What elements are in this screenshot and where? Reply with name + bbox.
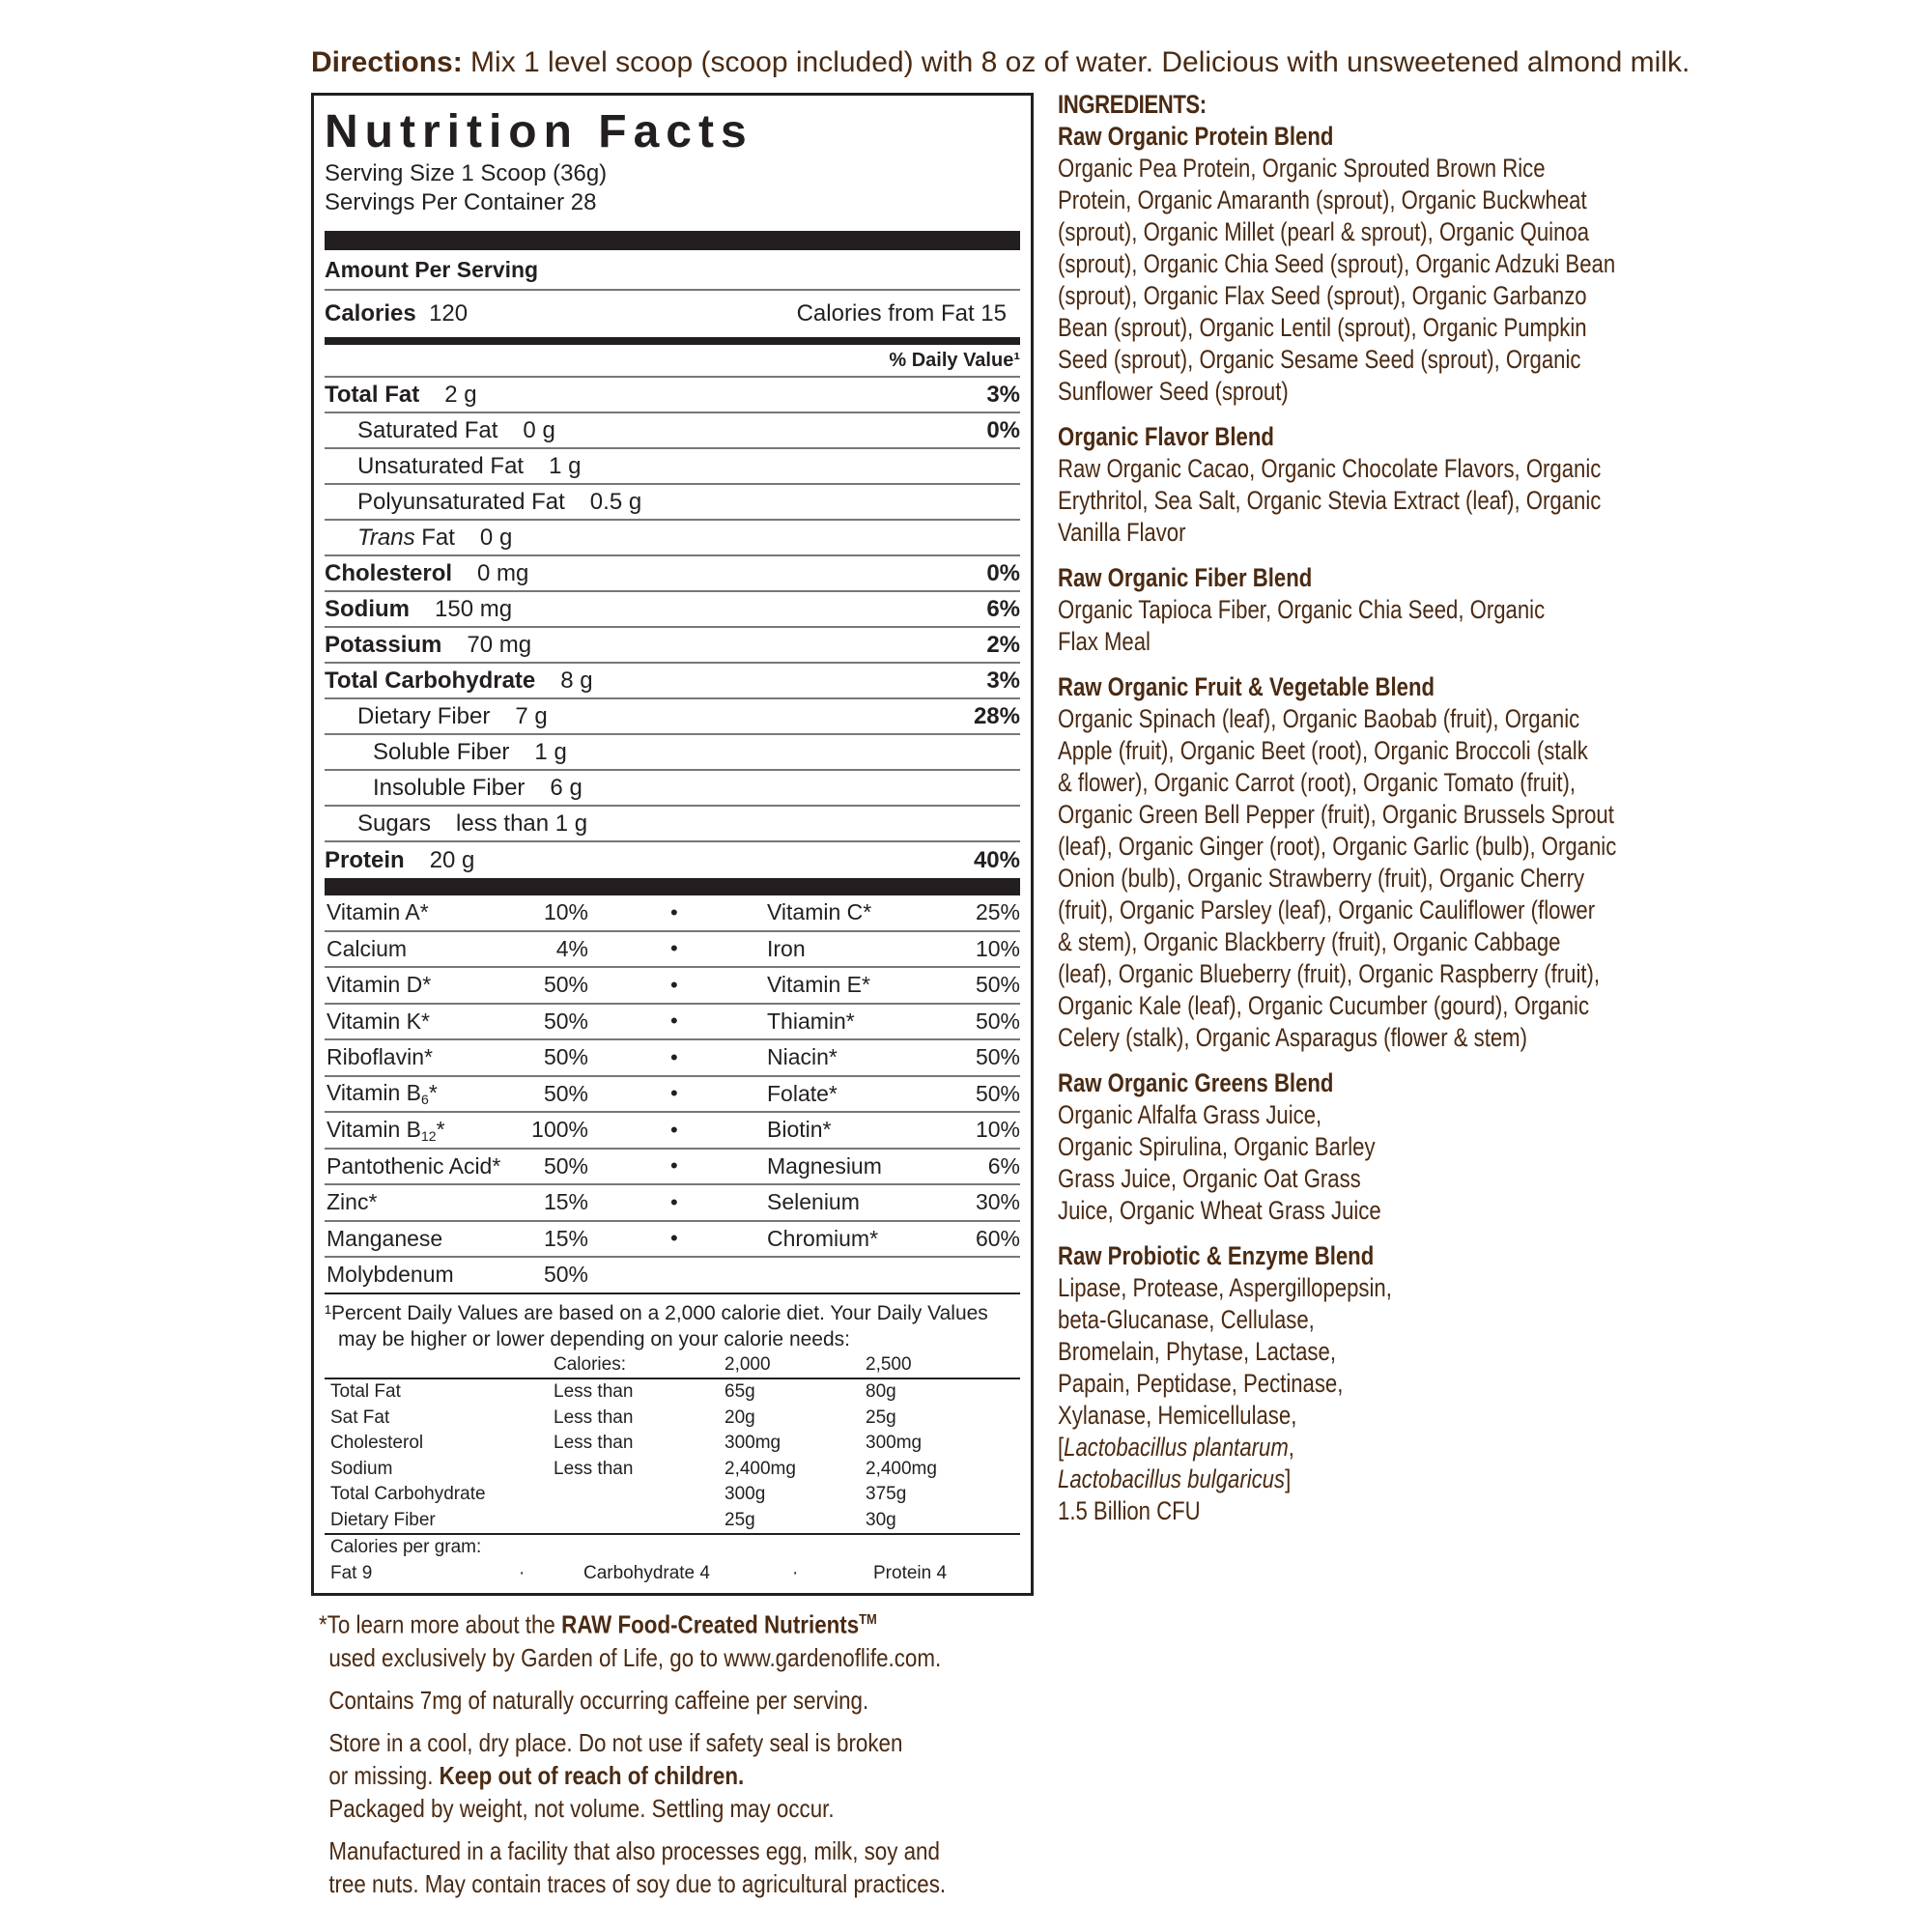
nutrient-amount: 0 g bbox=[523, 416, 555, 443]
blend-line: Bean (sprout), Organic Lentil (sprout), Organic Pumpkin bbox=[1058, 313, 1587, 342]
allergen-note bbox=[319, 1834, 1053, 1900]
nutrient-row bbox=[325, 771, 1020, 807]
nutrient-row bbox=[325, 413, 1020, 449]
nutrient-label bbox=[357, 417, 555, 444]
blend-line: (sprout), Organic Chia Seed (sprout), Organic Adzuki Bean bbox=[1058, 249, 1616, 278]
vitamin-row bbox=[325, 1005, 1020, 1041]
vitamin-name: Calcium bbox=[327, 935, 408, 961]
vitamin-value: 15% bbox=[543, 1225, 588, 1251]
cpg-protein: Protein 4 bbox=[873, 1562, 948, 1583]
blend-line: Papain, Peptidase, Pectinase, bbox=[1058, 1369, 1344, 1398]
blend-line: Xylanase, Hemicellulase, bbox=[1058, 1401, 1297, 1430]
blend-line: Organic Spirulina, Organic Barley bbox=[1058, 1132, 1376, 1161]
vitamin-value: 6% bbox=[987, 1152, 1020, 1179]
vitamin-value: 4% bbox=[555, 935, 588, 961]
notes-section bbox=[319, 1604, 1053, 1910]
nutrient-label bbox=[373, 739, 567, 766]
vitamin-value: 25% bbox=[975, 899, 1020, 925]
blend-line: Juice, Organic Wheat Grass Juice bbox=[1058, 1196, 1381, 1225]
nutrient-name: Trans Fat bbox=[357, 524, 455, 551]
daily-value-header: % Daily Value¹ bbox=[889, 349, 1020, 371]
blend-line: Vanilla Flavor bbox=[1058, 518, 1186, 547]
storage-line-1: Store in a cool, dry place. Do not use if safety seal is broken bbox=[328, 1727, 903, 1757]
nutrient-row bbox=[325, 699, 1020, 735]
nutrient-amount: 6 g bbox=[550, 774, 582, 801]
nutrient-daily-value: 2% bbox=[986, 631, 1020, 658]
nutrient-label bbox=[373, 775, 582, 802]
vitamin-row bbox=[325, 1185, 1020, 1222]
nutrient-amount: 20 g bbox=[429, 846, 475, 873]
nutrient-row bbox=[325, 842, 1020, 878]
bullet-separator: • bbox=[670, 1009, 678, 1034]
calories-from-fat: Calories from Fat 15 bbox=[796, 300, 1007, 327]
nutrient-row bbox=[325, 628, 1020, 664]
blend-line: Organic Tapioca Fiber, Organic Chia Seed, Organic bbox=[1058, 595, 1546, 624]
trans-italic: Trans bbox=[357, 524, 415, 551]
cpg-fat: Fat 9 bbox=[330, 1562, 373, 1583]
vitamin-name: Zinc* bbox=[327, 1189, 378, 1215]
dv-nutrient: Total Carbohydrate bbox=[330, 1484, 486, 1504]
vitamin-name: Thiamin* bbox=[767, 1008, 855, 1034]
dv-row bbox=[325, 1457, 1020, 1483]
blend-list bbox=[1058, 121, 1927, 1527]
species-name: Lactobacillus plantarum bbox=[1064, 1433, 1289, 1462]
nutrient-name: Sodium bbox=[325, 595, 410, 622]
storage-line-3: Packaged by weight, not volume. Settling may occur. bbox=[328, 1793, 835, 1823]
blend-line: Organic Spinach (leaf), Organic Baobab (fruit), Organic bbox=[1058, 704, 1580, 733]
nutrient-label bbox=[357, 525, 512, 552]
dv-nutrient: Total Fat bbox=[330, 1381, 401, 1402]
vitamin-value: 15% bbox=[543, 1189, 588, 1215]
nutrient-name: Insoluble Fiber bbox=[373, 774, 526, 801]
dv-row bbox=[325, 1508, 1020, 1536]
vitamin-value: 60% bbox=[975, 1225, 1020, 1251]
vitamin-value: 50% bbox=[975, 972, 1020, 998]
vitamin-row bbox=[325, 932, 1020, 969]
cpg-label-row bbox=[325, 1535, 1020, 1561]
blend-line: Seed (sprout), Organic Sesame Seed (sprout), Organic bbox=[1058, 345, 1581, 374]
cpg-values-row bbox=[325, 1561, 1020, 1587]
daily-value-header-row bbox=[325, 345, 1020, 378]
raw-note-line-2: used exclusively by Garden of Life, go to www.gardenoflife.com. bbox=[328, 1642, 942, 1672]
vitamin-name: Vitamin C* bbox=[767, 899, 872, 925]
blend-line: beta-Glucanase, Cellulase, bbox=[1058, 1305, 1315, 1334]
nutrient-name: Soluble Fiber bbox=[373, 738, 510, 765]
dv-2500-label: 2,500 bbox=[866, 1353, 912, 1375]
vitamin-value: 50% bbox=[543, 1044, 588, 1070]
nutrient-amount: 1 g bbox=[534, 738, 567, 765]
dv-row bbox=[325, 1406, 1020, 1432]
ingredients-section bbox=[1058, 89, 1927, 1541]
calories-row bbox=[325, 291, 1020, 337]
blend-name: Raw Organic Fiber Blend bbox=[1058, 563, 1313, 592]
blend-line-italic: [Lactobacillus plantarum, bbox=[1058, 1433, 1294, 1462]
daily-value-footnote bbox=[325, 1300, 1020, 1352]
nutrient-label bbox=[325, 632, 531, 659]
nutrient-name: Saturated Fat bbox=[357, 416, 498, 443]
caffeine-note bbox=[319, 1684, 1053, 1717]
nutrient-amount: 0.5 g bbox=[589, 488, 642, 515]
vitamin-value: 30% bbox=[975, 1189, 1020, 1215]
vitamin-name: Vitamin K* bbox=[327, 1008, 430, 1034]
serving-size: Serving Size 1 Scoop (36g) bbox=[325, 160, 608, 186]
nutrient-amount: 8 g bbox=[560, 667, 593, 694]
species-name: Lactobacillus bulgaricus bbox=[1058, 1464, 1286, 1493]
directions bbox=[311, 46, 1690, 79]
vitamin-value: 50% bbox=[975, 1044, 1020, 1070]
vitamin-subscript: 12 bbox=[421, 1127, 437, 1144]
vitamin-name: Chromium* bbox=[767, 1225, 879, 1251]
nutrient-amount: 7 g bbox=[515, 702, 548, 729]
vitamin-value: 10% bbox=[975, 935, 1020, 961]
vitamin-name: Riboflavin* bbox=[327, 1044, 433, 1070]
dv-row bbox=[325, 1379, 1020, 1406]
dv-calories-label: Calories: bbox=[554, 1353, 626, 1375]
nutrient-row bbox=[325, 485, 1020, 521]
thick-divider bbox=[325, 231, 1020, 250]
vitamin-name: Niacin* bbox=[767, 1044, 838, 1070]
dv-2000-label: 2,000 bbox=[724, 1353, 771, 1375]
directions-text: Mix 1 level scoop (scoop included) with 8 oz of water. Delicious with unsweetened almond milk. bbox=[462, 46, 1690, 78]
vitamin-row bbox=[325, 1040, 1020, 1077]
vitamin-name: Pantothenic Acid* bbox=[327, 1152, 501, 1179]
nutrient-row bbox=[325, 556, 1020, 592]
bullet-separator: • bbox=[670, 936, 678, 961]
blend-name: Organic Flavor Blend bbox=[1058, 422, 1274, 451]
ingredient-blend bbox=[1058, 421, 1927, 549]
nutrient-label bbox=[325, 847, 474, 874]
storage-note bbox=[319, 1726, 1053, 1825]
dv-rows bbox=[325, 1379, 1020, 1535]
blend-line: & flower), Organic Carrot (root), Organic Tomato (fruit), bbox=[1058, 768, 1577, 797]
nutrient-amount: 1 g bbox=[549, 452, 582, 479]
nutrient-label bbox=[357, 453, 581, 480]
vitamin-value: 100% bbox=[531, 1117, 588, 1143]
bullet-separator: • bbox=[670, 1117, 678, 1142]
nutrient-label bbox=[325, 560, 528, 587]
dv-2500-value: 30g bbox=[866, 1509, 896, 1530]
blend-name: Raw Probiotic & Enzyme Blend bbox=[1058, 1241, 1375, 1270]
nutrient-daily-value: 6% bbox=[986, 595, 1020, 622]
nutrient-name: Potassium bbox=[325, 631, 442, 658]
bullet-separator: • bbox=[670, 1189, 678, 1214]
nutrient-list bbox=[325, 378, 1020, 878]
nutrient-name: Total Carbohydrate bbox=[325, 667, 536, 694]
dv-nutrient: Cholesterol bbox=[330, 1433, 424, 1453]
vitamin-name: Vitamin $B_6*$ bbox=[327, 1080, 438, 1108]
nutrient-daily-value: 3% bbox=[986, 667, 1020, 694]
vitamin-value: 10% bbox=[543, 899, 588, 925]
dv-qualifier: Less than bbox=[554, 1381, 634, 1402]
blend-line: (leaf), Organic Blueberry (fruit), Organic Raspberry (fruit), bbox=[1058, 959, 1601, 988]
ingredients-title: INGREDIENTS: bbox=[1058, 90, 1207, 119]
dv-nutrient: Dietary Fiber bbox=[330, 1509, 436, 1530]
raw-note-brand: RAW Food-Created Nutrients bbox=[561, 1609, 860, 1639]
nutrient-row bbox=[325, 449, 1020, 485]
dv-header-row bbox=[325, 1352, 1020, 1380]
dv-nutrient: Sat Fat bbox=[330, 1406, 390, 1428]
vitamin-value: 50% bbox=[543, 1262, 588, 1288]
blend-name: Raw Organic Greens Blend bbox=[1058, 1068, 1334, 1097]
bullet-separator: • bbox=[670, 1081, 678, 1106]
bullet-separator: • bbox=[670, 1153, 678, 1179]
blend-line: Organic Pea Protein, Organic Sprouted Brown Rice bbox=[1058, 154, 1546, 183]
calories-per-gram-label: Calories per gram: bbox=[330, 1537, 482, 1557]
amount-per-serving: Amount Per Serving bbox=[325, 256, 539, 282]
raw-note-text: *To learn more about the bbox=[319, 1609, 562, 1639]
blend-line: Sunflower Seed (sprout) bbox=[1058, 377, 1289, 406]
dv-qualifier: Less than bbox=[554, 1433, 634, 1453]
vitamin-row bbox=[325, 1113, 1020, 1150]
vitamin-value: 10% bbox=[975, 1117, 1020, 1143]
cpg-carb: Carbohydrate 4 bbox=[583, 1562, 710, 1583]
nutrient-name: Total Fat bbox=[325, 381, 420, 408]
dv-nutrient: Sodium bbox=[330, 1458, 393, 1479]
ingredient-blend bbox=[1058, 1067, 1927, 1227]
vitamin-name: Biotin* bbox=[767, 1117, 832, 1143]
blend-line: (leaf), Organic Ginger (root), Organic Garlic (bulb), Organic bbox=[1058, 832, 1617, 861]
blend-line: Lipase, Protease, Aspergillopepsin, bbox=[1058, 1273, 1392, 1302]
vitamin-value: 50% bbox=[543, 1080, 588, 1106]
nutrient-name: Polyunsaturated Fat bbox=[357, 488, 565, 515]
vitamin-name: Vitamin E* bbox=[767, 972, 870, 998]
vitamin-row bbox=[325, 1077, 1020, 1114]
vitamin-value: 50% bbox=[543, 1008, 588, 1034]
blend-line: Organic Alfalfa Grass Juice, bbox=[1058, 1100, 1322, 1129]
nutrient-name: Sugars bbox=[357, 810, 432, 837]
blend-line: Grass Juice, Organic Oat Grass bbox=[1058, 1164, 1361, 1193]
blend-name: Raw Organic Fruit & Vegetable Blend bbox=[1058, 672, 1435, 701]
nutrient-name: Protein bbox=[325, 846, 405, 873]
vitamin-row bbox=[325, 1150, 1020, 1186]
vitamin-name: Manganese bbox=[327, 1225, 443, 1251]
blend-line: Onion (bulb), Organic Strawberry (fruit), Organic Cherry bbox=[1058, 864, 1585, 893]
storage-text: or missing. bbox=[328, 1760, 440, 1790]
blend-line: & stem), Organic Blackberry (fruit), Organic Cabbage bbox=[1058, 927, 1561, 956]
dv-2500-value: 375g bbox=[866, 1484, 907, 1504]
dv-row bbox=[325, 1431, 1020, 1457]
vitamin-subscript: 6 bbox=[421, 1092, 429, 1108]
servings-per-container: Servings Per Container 28 bbox=[325, 189, 597, 215]
medium-divider bbox=[325, 337, 1020, 345]
vitamin-name: Vitamin $B_{12}*$ bbox=[327, 1116, 445, 1144]
blend-line: Protein, Organic Amaranth (sprout), Organic Buckwheat bbox=[1058, 185, 1587, 214]
raw-note-line-1 bbox=[319, 1604, 951, 1641]
blend-line: Apple (fruit), Organic Beet (root), Organic Broccoli (stalk bbox=[1058, 736, 1588, 765]
bullet-separator: • bbox=[670, 1044, 678, 1069]
daily-value-table bbox=[325, 1352, 1020, 1587]
nutrient-label bbox=[357, 703, 548, 730]
bullet-separator: • bbox=[670, 899, 678, 924]
blend-line: Bromelain, Phytase, Lactase, bbox=[1058, 1337, 1336, 1366]
dv-qualifier: Less than bbox=[554, 1406, 634, 1428]
dv-row bbox=[325, 1482, 1020, 1508]
footnote-line-2: may be higher or lower depending on your calorie needs: bbox=[338, 1327, 850, 1350]
thick-divider-2 bbox=[325, 878, 1020, 895]
nutrient-amount: 150 mg bbox=[435, 595, 513, 622]
dv-2500-value: 300mg bbox=[866, 1433, 923, 1453]
nutrient-daily-value: 0% bbox=[986, 416, 1020, 443]
dv-2000-value: 25g bbox=[724, 1509, 755, 1530]
allergen-line-2: tree nuts. May contain traces of soy due to agricultural practices. bbox=[328, 1868, 947, 1898]
ingredient-blend bbox=[1058, 671, 1927, 1054]
nutrient-row bbox=[325, 592, 1020, 628]
nutrient-daily-value: 3% bbox=[986, 381, 1020, 408]
vitamin-row bbox=[325, 968, 1020, 1005]
nutrition-facts-panel bbox=[311, 93, 1034, 1596]
cpg-sep-2: · bbox=[792, 1562, 799, 1583]
cpg-sep-1: · bbox=[519, 1562, 526, 1583]
blend-line: Raw Organic Cacao, Organic Chocolate Flavors, Organic bbox=[1058, 454, 1602, 483]
nutrient-label bbox=[325, 382, 477, 409]
nutrient-label bbox=[357, 810, 587, 838]
blend-line: Flax Meal bbox=[1058, 627, 1151, 656]
vitamin-name: Vitamin D* bbox=[327, 972, 432, 998]
nutrition-facts-title: Nutrition Facts bbox=[325, 106, 753, 157]
directions-label: Directions: bbox=[311, 46, 463, 78]
dv-2000-value: 300g bbox=[724, 1484, 766, 1504]
vitamin-name: Folate* bbox=[767, 1080, 838, 1106]
blend-line: Organic Green Bell Pepper (fruit), Organic Brussels Sprout bbox=[1058, 800, 1614, 829]
storage-line-2 bbox=[319, 1759, 951, 1792]
dv-2500-value: 80g bbox=[866, 1381, 896, 1402]
blend-line: Erythritol, Sea Salt, Organic Stevia Extract (leaf), Organic bbox=[1058, 486, 1602, 515]
vitamin-value: 50% bbox=[543, 972, 588, 998]
nutrient-row bbox=[325, 521, 1020, 556]
vitamin-list bbox=[325, 895, 1020, 1294]
trademark: TM bbox=[859, 1611, 877, 1628]
dv-2000-value: 2,400mg bbox=[724, 1458, 796, 1479]
bullet-separator: • bbox=[670, 1226, 678, 1251]
nutrient-label bbox=[357, 489, 641, 516]
vitamin-name: Vitamin A* bbox=[327, 899, 429, 925]
nutrient-row bbox=[325, 378, 1020, 413]
vitamin-row bbox=[325, 1258, 1020, 1294]
nutrient-amount: less than 1 g bbox=[456, 810, 588, 837]
keep-out-warning: Keep out of reach of children. bbox=[439, 1760, 745, 1790]
vitamin-name: Magnesium bbox=[767, 1152, 882, 1179]
nutrient-amount: 0 mg bbox=[477, 559, 529, 586]
amount-per-serving-row bbox=[325, 250, 1020, 291]
vitamin-value: 50% bbox=[975, 1080, 1020, 1106]
vitamin-name: Molybdenum bbox=[327, 1262, 454, 1288]
dv-qualifier: Less than bbox=[554, 1458, 634, 1479]
nutrient-name: Dietary Fiber bbox=[357, 702, 491, 729]
dv-2000-value: 65g bbox=[724, 1381, 755, 1402]
ingredient-blend bbox=[1058, 562, 1927, 658]
ingredient-blend bbox=[1058, 1240, 1927, 1527]
nutrient-daily-value: 0% bbox=[986, 559, 1020, 586]
nutrient-label bbox=[325, 596, 512, 623]
nutrient-amount: 2 g bbox=[444, 381, 477, 408]
nutrient-daily-value: 28% bbox=[973, 702, 1020, 729]
nutrient-daily-value: 40% bbox=[973, 846, 1020, 873]
raw-nutrients-note bbox=[319, 1604, 1053, 1674]
blend-line: (sprout), Organic Flax Seed (sprout), Organic Garbanzo bbox=[1058, 281, 1587, 310]
allergen-line-1: Manufactured in a facility that also processes egg, milk, soy and bbox=[328, 1835, 940, 1865]
dv-2000-value: 20g bbox=[724, 1406, 755, 1428]
footnote-line-1: ¹Percent Daily Values are based on a 2,000 calorie diet. Your Daily Values bbox=[325, 1301, 988, 1324]
dv-2500-value: 2,400mg bbox=[866, 1458, 937, 1479]
nutrient-amount: 70 mg bbox=[467, 631, 532, 658]
blend-name: Raw Organic Protein Blend bbox=[1058, 122, 1334, 151]
dv-2000-value: 300mg bbox=[724, 1433, 781, 1453]
vitamin-value: 50% bbox=[975, 1008, 1020, 1034]
vitamin-value: 50% bbox=[543, 1152, 588, 1179]
vitamin-name: Selenium bbox=[767, 1189, 860, 1215]
nutrient-row bbox=[325, 735, 1020, 771]
vitamin-row bbox=[325, 1222, 1020, 1259]
vitamin-row bbox=[325, 895, 1020, 932]
cfu-count: 1.5 Billion CFU bbox=[1058, 1496, 1201, 1525]
blend-line: Organic Kale (leaf), Organic Cucumber (gourd), Organic bbox=[1058, 991, 1590, 1020]
blend-line: Celery (stalk), Organic Asparagus (flower & stem) bbox=[1058, 1023, 1528, 1052]
caffeine-line: Contains 7mg of naturally occurring caffeine per serving. bbox=[328, 1685, 869, 1715]
blend-line-italic: Lactobacillus bulgaricus] bbox=[1058, 1464, 1292, 1493]
nutrient-name: Unsaturated Fat bbox=[357, 452, 525, 479]
calories-value: 120 bbox=[429, 300, 469, 327]
bullet-separator: • bbox=[670, 972, 678, 997]
blend-line: (fruit), Organic Parsley (leaf), Organic Cauliflower (flower bbox=[1058, 895, 1596, 924]
nutrient-row bbox=[325, 664, 1020, 699]
vitamin-name: Iron bbox=[767, 935, 806, 961]
dv-2500-value: 25g bbox=[866, 1406, 896, 1428]
calories-label: Calories bbox=[325, 300, 416, 327]
nutrient-name: Cholesterol bbox=[325, 559, 453, 586]
nutrient-label bbox=[325, 668, 593, 695]
blend-line: (sprout), Organic Millet (pearl & sprout), Organic Quinoa bbox=[1058, 217, 1590, 246]
nutrient-amount: 0 g bbox=[479, 524, 513, 551]
nutrient-row bbox=[325, 807, 1020, 842]
ingredient-blend bbox=[1058, 121, 1927, 408]
